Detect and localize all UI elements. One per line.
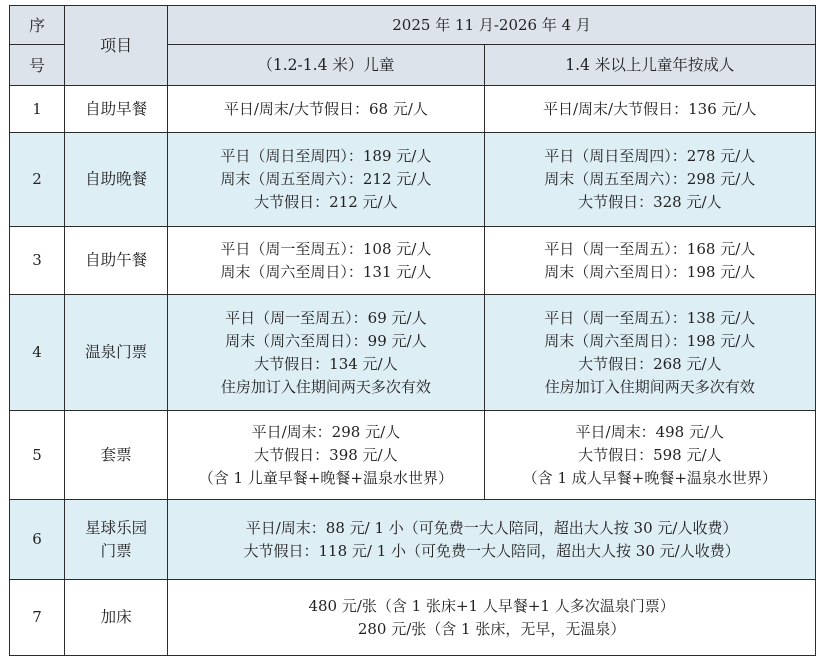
row-number: 2 <box>10 133 65 227</box>
row-item: 温泉门票 <box>65 295 168 411</box>
price-line: 住房加订入住期间两天多次有效 <box>220 377 431 396</box>
price-line: 大节假日：268 元/人 <box>578 354 722 373</box>
table-row <box>10 227 816 295</box>
price-line: 280 元/张（含 1 张床，无早，无温泉） <box>357 619 626 638</box>
adult-price-cell <box>484 295 815 411</box>
price-line: 平日/周末/大节假日：68 元/人 <box>223 99 428 118</box>
row-number: 3 <box>10 227 65 295</box>
row-item: 自助晚餐 <box>65 133 168 227</box>
price-line: （含 1 儿童早餐+晚餐+温泉水世界） <box>198 468 453 487</box>
header-col-adult: 1.4 米以上儿童年按成人 <box>484 45 815 86</box>
header-no-bottom: 号 <box>10 45 65 86</box>
price-line: 周末（周五至周六）：212 元/人 <box>220 170 432 188</box>
row-item: 自助午餐 <box>65 227 168 295</box>
row-number: 5 <box>10 411 65 500</box>
price-line: 大节假日：118 元/ 1 小（可免费一大人陪同，超出大人按 30 元/人收费） <box>243 541 740 560</box>
child-price-cell <box>168 133 484 227</box>
adult-price-cell <box>484 86 815 133</box>
row-number: 7 <box>10 580 65 656</box>
price-line: 平日（周一至周五）：108 元/人 <box>220 239 432 258</box>
item-line: 门票 <box>100 541 132 560</box>
price-line: 周末（周六至周日）：198 元/人 <box>544 262 756 281</box>
adult-price-cell <box>484 133 815 227</box>
price-line: 平日（周一至周五）：168 元/人 <box>544 239 756 258</box>
table-row <box>10 411 816 500</box>
price-line: 平日（周日至周四）：189 元/人 <box>220 147 432 165</box>
child-price-cell <box>168 411 484 500</box>
price-line: 周末（周六至周日）：198 元/人 <box>544 331 756 350</box>
price-line: 大节假日：598 元/人 <box>578 445 722 464</box>
price-line: 大节假日：134 元/人 <box>254 354 398 373</box>
table-row <box>10 86 816 133</box>
table-row <box>10 500 816 580</box>
row-item: 自助早餐 <box>65 86 168 133</box>
table-row <box>10 133 816 227</box>
price-line: 大节假日：328 元/人 <box>578 193 722 211</box>
child-price-cell <box>168 295 484 411</box>
table-row <box>10 580 816 656</box>
merged-price-cell <box>168 580 816 656</box>
price-line: 周末（周六至周日）：131 元/人 <box>220 262 432 281</box>
price-line: 平日（周一至周五）：69 元/人 <box>225 308 427 327</box>
price-line: 平日（周日至周四）：278 元/人 <box>544 147 756 165</box>
row-item: 加床 <box>65 580 168 656</box>
header-col-child: （1.2-1.4 米）儿童 <box>168 45 484 86</box>
child-price-cell <box>168 227 484 295</box>
item-line: 星球乐园 <box>85 518 148 537</box>
header-item: 项目 <box>65 6 168 86</box>
price-line: 平日/周末：298 元/人 <box>251 422 401 441</box>
merged-price-cell <box>168 500 816 580</box>
price-table <box>9 5 816 656</box>
price-line: 大节假日：212 元/人 <box>254 193 398 211</box>
price-line: 住房加订入住期间两天多次有效 <box>544 377 755 396</box>
row-number: 1 <box>10 86 65 133</box>
price-line: 平日/周末：498 元/人 <box>575 422 725 441</box>
price-line: 周末（周五至周六）：298 元/人 <box>544 170 756 188</box>
price-line: 周末（周六至周日）：99 元/人 <box>225 331 427 350</box>
price-line: 平日/周末/大节假日：136 元/人 <box>543 99 757 118</box>
adult-price-cell <box>484 227 815 295</box>
row-item: 套票 <box>65 411 168 500</box>
row-item <box>65 500 168 580</box>
row-number: 4 <box>10 295 65 411</box>
header-period: 2025 年 11 月-2026 年 4 月 <box>168 6 816 45</box>
price-line: 平日/周末：88 元/ 1 小（可免费一大人陪同，超出大人按 30 元/人收费） <box>245 518 738 537</box>
header-row-top <box>10 6 816 45</box>
adult-price-cell <box>484 411 815 500</box>
price-line: 480 元/张（含 1 张床+1 人早餐+1 人多次温泉门票） <box>308 596 675 615</box>
row-number: 6 <box>10 500 65 580</box>
child-price-cell <box>168 86 484 133</box>
price-line: 平日（周一至周五）：138 元/人 <box>544 308 756 327</box>
table-row <box>10 295 816 411</box>
price-line: （含 1 成人早餐+晚餐+温泉水世界） <box>522 468 777 487</box>
header-no-top: 序 <box>10 6 65 45</box>
price-line: 大节假日：398 元/人 <box>254 445 398 464</box>
